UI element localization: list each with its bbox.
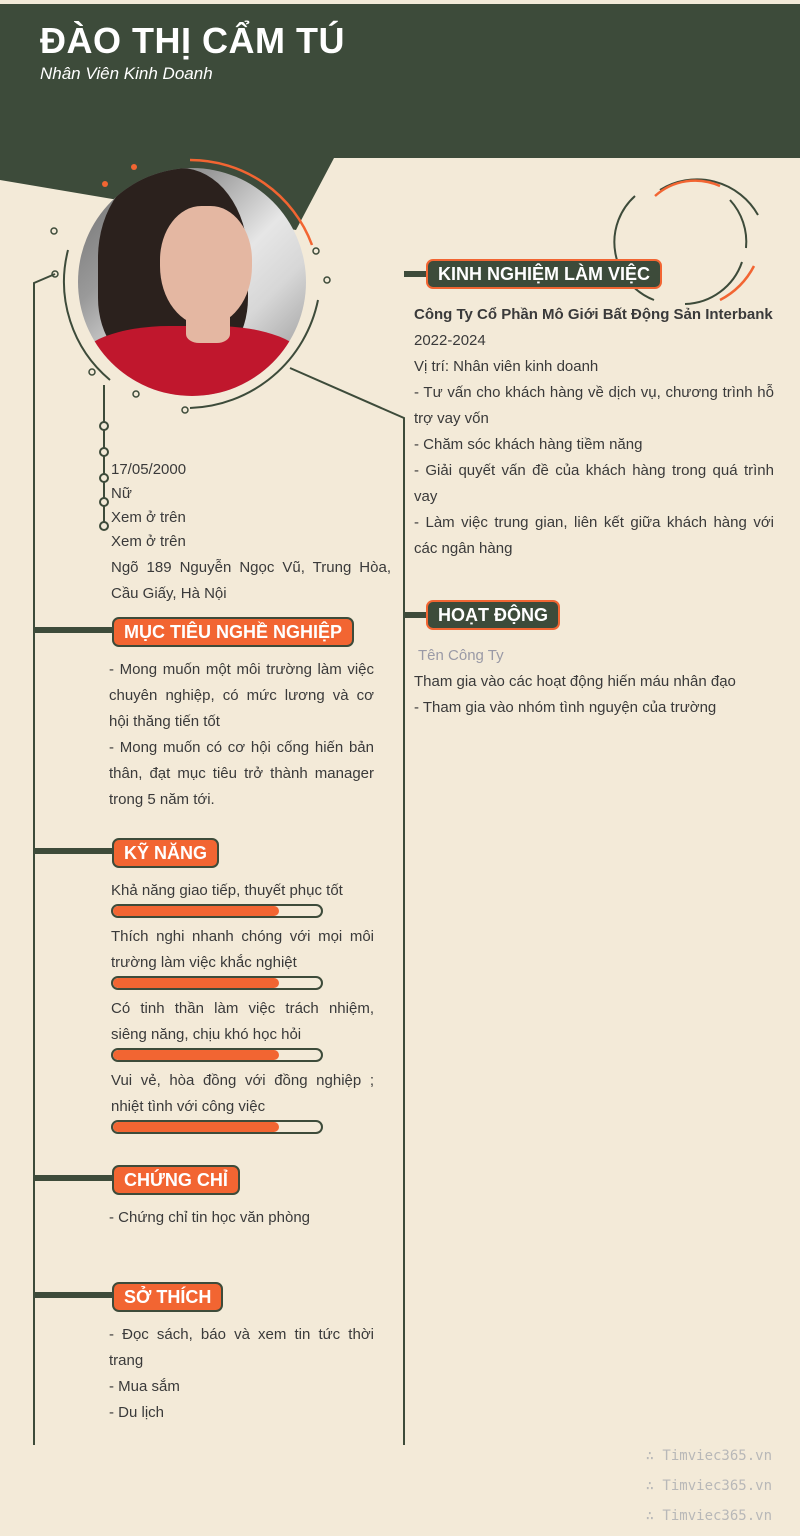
certificates-connector (34, 1175, 114, 1181)
activity-item-2: - Tham gia vào nhóm tình nguyện của trường (414, 699, 717, 716)
skill-4-fill (113, 1122, 279, 1132)
objective-connector (34, 627, 114, 633)
activities-connector (404, 612, 428, 618)
watermark-2: ∴ Timviec365.vn (645, 1478, 772, 1494)
experience-duty-4: - Làm việc trung gian, liên kết giữa khách hàng với các ngân hàng (414, 514, 774, 557)
skill-2-fill (113, 978, 279, 988)
hobbies-list (109, 1322, 374, 1426)
skill-1-fill (113, 906, 279, 916)
experience-period: 2022-2024 (414, 332, 486, 349)
email: Xem ở trên (111, 533, 186, 550)
skill-3-bar (111, 1048, 323, 1062)
candidate-role: Nhân Viên Kinh Doanh (40, 64, 213, 83)
skill-4-label: Vui vẻ, hòa đồng với đồng nghiệp ; nhiệt tình với công việc (111, 1072, 374, 1115)
watermark-1: ∴ Timviec365.vn (645, 1448, 772, 1464)
skill-4-bar (111, 1120, 323, 1134)
skill-3-label: Có tinh thần làm việc trách nhiệm, siêng năng, chịu khó học hỏi (111, 1000, 374, 1043)
watermark-3: ∴ Timviec365.vn (645, 1508, 772, 1524)
skill-2-label: Thích nghi nhanh chóng với mọi môi trường làm việc khắc nghiệt (111, 928, 374, 971)
experience-title: KINH NGHIỆM LÀM VIỆC (426, 259, 662, 289)
activities-title: HOẠT ĐỘNG (426, 600, 560, 630)
gender: Nữ (111, 485, 132, 502)
activities-org: Tên Công Ty (418, 647, 504, 664)
experience-company: Công Ty Cổ Phần Mô Giới Bất Động Sản Interbank (414, 306, 773, 323)
hobby-item-3: - Du lịch (109, 1404, 165, 1421)
phone: Xem ở trên (111, 509, 186, 526)
skills-connector (34, 848, 114, 854)
certificates-title: CHỨNG CHỈ (112, 1165, 240, 1195)
skills-title: KỸ NĂNG (112, 838, 219, 868)
certificate-item-1: - Chứng chỉ tin học văn phòng (109, 1209, 310, 1226)
skill-1-bar (111, 904, 323, 918)
address: Ngõ 189 Nguyễn Ngọc Vũ, Trung Hòa, Cầu Giấy, Hà Nội (111, 559, 391, 602)
objective-title: MỤC TIÊU NGHỀ NGHIỆP (112, 617, 354, 647)
skill-1-label: Khả năng giao tiếp, thuyết phục tốt (111, 882, 343, 899)
experience-connector (404, 271, 428, 277)
profile-photo (78, 168, 306, 396)
birthday: 17/05/2000 (111, 461, 187, 478)
hobby-item-1: - Đọc sách, báo và xem tin tức thời trang (109, 1326, 374, 1369)
skill-3-fill (113, 1050, 279, 1060)
hobbies-connector (34, 1292, 114, 1298)
objective-item-1: - Mong muốn một môi trường làm việc chuyên nghiệp, có mức lương và cơ hội thăng tiến tốt (109, 661, 374, 730)
experience-position: Vị trí: Nhân viên kinh doanh (414, 358, 599, 375)
hobbies-title: SỞ THÍCH (112, 1282, 223, 1312)
experience-duty-2: - Chăm sóc khách hàng tiềm năng (414, 436, 643, 453)
objective-list (109, 657, 374, 813)
skill-2-bar (111, 976, 323, 990)
activity-item-1: Tham gia vào các hoạt động hiến máu nhân đạo (414, 673, 736, 690)
experience-duty-1: - Tư vấn cho khách hàng về dịch vụ, chương trình hỗ trợ vay vốn (414, 384, 774, 427)
candidate-name: ĐÀO THỊ CẨM TÚ (40, 20, 345, 61)
hobby-item-2: - Mua sắm (109, 1378, 180, 1395)
objective-item-2: - Mong muốn có cơ hội cống hiến bản thân, đạt mục tiêu trở thành manager trong 5 năm tới. (109, 739, 374, 808)
experience-duty-3: - Giải quyết vấn đề của khách hàng trong quá trình vay (414, 462, 774, 505)
